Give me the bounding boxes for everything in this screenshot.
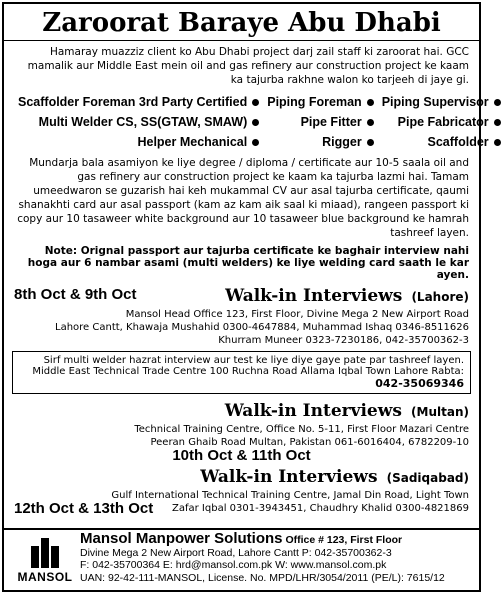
walkin-left [14, 286, 137, 303]
bullet-icon [494, 99, 501, 106]
trade-item [267, 95, 373, 109]
bullet-icon [367, 99, 374, 106]
walkin-address: Gulf International Technical Training Centre, Jamal Din Road, Light Town [111, 490, 469, 501]
walkin-contact: Zafar Iqbal 0301-3943451, Chaudhry Khalid 0300-4821869 [172, 503, 469, 514]
bullet-icon [494, 139, 501, 146]
welder-band-line2: Middle East Technical Trade Centre 100 Ruchna Road Allama Iqbal Town Lahore Rabta: [32, 366, 464, 377]
trade-label: Pipe Fabricator [397, 115, 489, 129]
walkin-contact-row [4, 502, 479, 515]
walkin-title: Walk-in Interviews [224, 401, 402, 421]
walkin-contact-2: Khurram Muneer 0323-7230186, 042-35700362-3 [218, 335, 469, 346]
walkin-right [200, 467, 469, 487]
welder-band-line1: Sirf multi welder hazrat interview aur test ke liye diye gaye pate par tashreef layen. [43, 355, 464, 366]
welder-band [12, 351, 471, 394]
walkin-dates: 10th Oct & 11th Oct [172, 447, 311, 464]
headline: Zaroorat Baraye Abu Dhabi [4, 4, 479, 41]
walkin-title: Walk-in Interviews [225, 286, 403, 306]
footer [4, 528, 479, 590]
trade-label: Pipe Fitter [300, 115, 362, 129]
bullet-icon [367, 139, 374, 146]
walkin-city: (Multan) [411, 405, 469, 419]
trade-item [18, 115, 259, 129]
trade-item [18, 95, 259, 109]
welder-band-phone: 042-35069346 [375, 377, 464, 390]
bullet-icon [252, 139, 259, 146]
trade-item [382, 95, 501, 109]
bullet-icon [252, 99, 259, 106]
walkin-city: (Sadiqabad) [386, 471, 469, 485]
walkin-address: Technical Training Centre, Office No. 5-11, First Floor Mazari Centre [134, 424, 469, 435]
bullet-icon [252, 119, 259, 126]
company-license: UAN: 92-42-111-MANSOL, License. No. MPD/LHR/3054/2011 (PE/L): 7615/12 [80, 571, 445, 584]
trade-label: Rigger [322, 135, 362, 149]
trade-item [382, 135, 501, 149]
walkin-address: Mansol Head Office 123, First Floor, Divine Mega 2 New Airport Road [125, 309, 469, 320]
walkin-sadiqabad [4, 464, 479, 489]
company-name-row [80, 530, 473, 547]
company-details [80, 530, 473, 588]
requirements-paragraph: Mundarja bala asamiyon ke liye degree / diploma / certificate aur 10-5 saala oil and gas refinery aur construction project ke kaam ka tajurba lazmi hai. Tamam umeedwaron se guzarish hai keh mukammal CV aur asal tajurba certificate, qaumi shanakhti card aur asal passport (kam az kam aik saal ki miaad), rangeen passport ki copy aur 10 tasaweer white background aur 10 tasaweer blue background ke hamrah tashreef layen. [17, 157, 469, 239]
walkin-multan [4, 398, 479, 423]
trade-label: Scaffolder [427, 135, 489, 149]
walkin-title: Walk-in Interviews [200, 467, 378, 487]
trade-item [267, 115, 373, 129]
walkin-right [225, 286, 469, 306]
intro-paragraph: Hamaray muazziz client ko Abu Dhabi project darj zail staff ki zaroorat hai. GCC mamalik aur Middle East mein oil and gas refinery aur construction project ke kaam ka tajurba rakhne walon ko tarjeeh di jaye gi. [27, 46, 469, 86]
company-name: Mansol Manpower Solutions [80, 530, 283, 547]
bullet-icon [367, 119, 374, 126]
walkin-right [225, 401, 469, 421]
trade-label: Helper Mechanical [137, 135, 248, 149]
walkin-lahore [4, 283, 479, 308]
walkin-dates-row [4, 449, 479, 464]
trades-list [4, 91, 489, 153]
logo-text: MANSOL [17, 569, 73, 584]
company-office: Office # 123, First Floor [285, 534, 403, 546]
walkin-dates: 8th Oct & 9th Oct [14, 286, 137, 303]
trade-item [382, 115, 501, 129]
company-address: Divine Mega 2 New Airport Road, Lahore Cantt P: 042-35700362-3 [80, 546, 392, 559]
trade-item [18, 135, 259, 149]
job-advertisement [2, 2, 489, 592]
trade-label: Multi Welder CS, SS(GTAW, SMAW) [38, 115, 248, 129]
welder-band-line2-row [19, 366, 464, 390]
company-logo [10, 533, 80, 588]
note-line: Note: Orignal passport aur tajurba certificate ke baghair interview nahi hoga aur 6 nambar asami (multi welders) ke liye welding card saath le kar ayen. [27, 245, 469, 281]
walkin-contact: Lahore Cantt, Khawaja Mushahid 0300-4647884, Muhammad Ishaq 0346-8511626 [55, 322, 469, 333]
walkin-city: (Lahore) [411, 290, 469, 304]
walkin-contact: Peeran Ghaib Road Multan, Pakistan 061-6016404, 6782209-10 [150, 437, 469, 448]
company-contact: F: 042-35700364 E: hrd@mansol.com.pk W: www.mansol.com.pk [80, 559, 387, 571]
walkin-dates: 12th Oct & 13th Oct [14, 500, 154, 517]
trade-item [267, 135, 373, 149]
trade-label: Piping Foreman [267, 95, 362, 109]
trade-label: Scaffolder Foreman 3rd Party Certified [18, 95, 248, 109]
bullet-icon [494, 119, 501, 126]
logo-mark-icon [31, 538, 59, 568]
trade-label: Piping Supervisor [381, 95, 489, 109]
